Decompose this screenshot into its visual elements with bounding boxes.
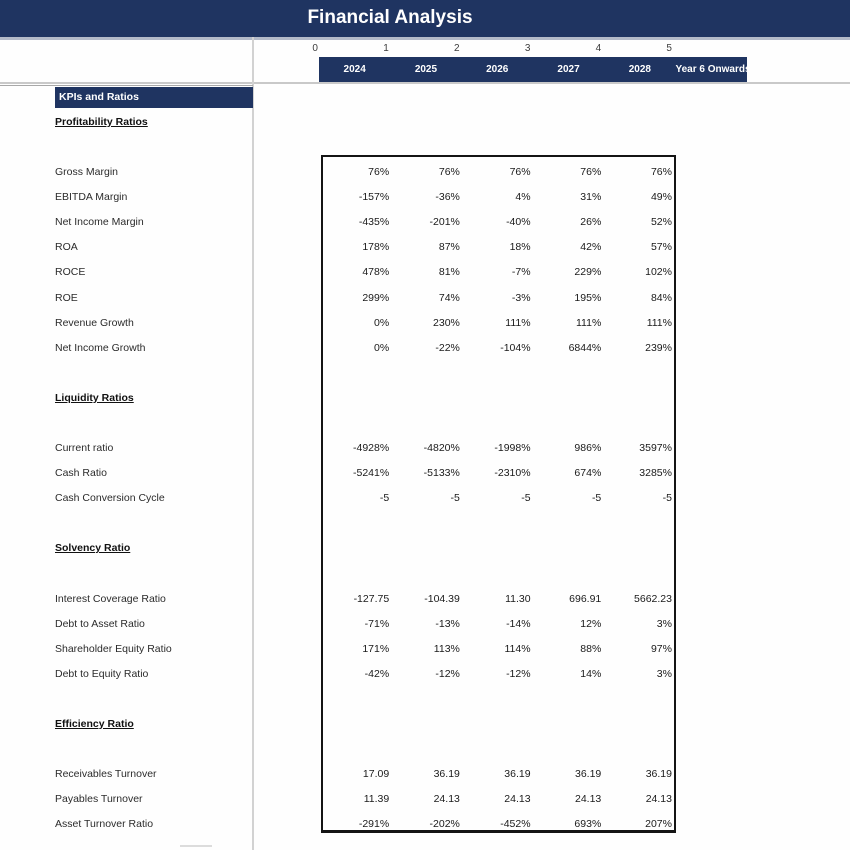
value-cell[interactable]: 239% [645,341,672,354]
value-cell[interactable]: 31% [580,191,602,204]
table-row [0,662,850,687]
value-cell[interactable]: 11.30 [505,592,531,605]
row-label[interactable]: Cash Ratio [55,467,107,480]
row-label[interactable]: Net Income Growth [55,341,146,354]
value-cell[interactable]: 49% [650,191,672,204]
title-bar [0,0,850,40]
value-cell[interactable]: -42% [364,667,390,680]
value-cell[interactable]: -7% [511,266,531,279]
value-cell[interactable]: 4% [515,191,531,204]
value-cell[interactable]: -71% [364,617,390,630]
index-cell[interactable]: 4 [595,43,602,54]
year-header-cell[interactable]: 2026 [486,64,509,75]
value-cell[interactable]: 81% [438,266,460,279]
value-cell[interactable]: 17.09 [362,768,390,781]
value-cell[interactable]: 5662.23 [634,592,672,605]
value-cell[interactable]: 0% [374,316,390,329]
value-cell[interactable]: 36.19 [504,768,531,781]
table-row [0,762,850,787]
row-label[interactable]: Debt to Asset Ratio [55,617,145,630]
value-cell[interactable]: 299% [362,291,390,304]
value-cell[interactable]: 87% [438,241,460,254]
value-cell[interactable]: 111% [575,316,602,329]
section-header-row [0,110,850,135]
value-cell[interactable]: 76% [580,166,602,179]
value-cell[interactable]: 26% [580,216,602,229]
value-cell[interactable]: -104.39 [424,592,460,605]
value-cell[interactable]: 102% [645,266,672,279]
table-row [0,486,850,511]
table-row [0,336,850,361]
value-cell[interactable]: 76% [509,166,531,179]
value-cell[interactable]: -1998% [494,442,531,455]
year-header-cell[interactable]: Year 6 Onwards [675,64,751,75]
section-header-row [0,386,850,411]
table-row [0,436,850,461]
value-cell[interactable]: -22% [435,341,460,354]
kpi-section-label: KPIs and Ratios [59,91,139,103]
value-cell[interactable]: 114% [504,642,531,655]
value-cell[interactable]: 229% [574,266,602,279]
table-row [0,637,850,662]
value-cell[interactable]: -5 [379,492,390,505]
row-label[interactable]: Debt to Equity Ratio [55,667,149,680]
row-label[interactable]: Cash Conversion Cycle [55,492,165,505]
value-cell[interactable]: 3285% [639,467,672,480]
value-cell[interactable]: -12% [506,667,531,680]
row-label[interactable]: Current ratio [55,442,114,455]
value-cell[interactable]: 14% [580,667,602,680]
value-cell[interactable]: -452% [500,818,531,831]
table-row [0,185,850,210]
value-cell[interactable]: 3% [656,667,672,680]
value-cell[interactable]: -104% [500,341,531,354]
table-row [0,260,850,285]
value-cell[interactable]: -127.75 [353,592,390,605]
value-cell[interactable]: -5 [591,492,602,505]
index-cell[interactable]: 1 [383,43,389,54]
section-header-row [0,712,850,737]
value-cell[interactable]: 171% [362,642,390,655]
row-label[interactable]: Shareholder Equity Ratio [55,642,172,655]
value-cell[interactable]: 111% [646,316,672,329]
kpi-section-band [55,87,253,108]
value-cell[interactable]: 3597% [639,442,672,455]
row-label[interactable]: ROE [55,291,78,304]
value-cell[interactable]: 24.13 [504,793,531,806]
value-cell[interactable]: -5 [521,492,531,505]
index-cell[interactable]: 0 [312,43,318,54]
section-header-label[interactable]: Profitability Ratios [55,116,148,128]
row-label[interactable]: EBITDA Margin [55,191,128,204]
value-cell[interactable]: 6844% [568,341,602,354]
year-header-cell[interactable]: 2028 [628,64,651,75]
table-row [0,787,850,812]
table-row [0,286,850,311]
value-cell[interactable]: 478% [362,266,390,279]
value-cell[interactable]: 3% [656,617,672,630]
value-cell[interactable]: 18% [509,241,531,254]
value-cell[interactable]: 207% [645,818,672,831]
value-cell[interactable]: -5 [662,492,672,505]
row-label[interactable]: Payables Turnover [55,793,143,806]
page-title: Financial Analysis [307,7,473,28]
value-cell[interactable]: -3% [511,291,531,304]
value-cell[interactable]: 230% [433,316,460,329]
section-header-label[interactable]: Liquidity Ratios [55,391,134,404]
value-cell[interactable]: -5241% [352,467,390,480]
value-cell[interactable]: 52% [650,216,672,229]
year-header-cell[interactable]: 2027 [557,64,580,75]
index-cell[interactable]: 3 [524,43,531,54]
value-cell[interactable]: 12% [580,617,602,630]
table-row [0,612,850,637]
value-cell[interactable]: 76% [650,166,672,179]
table-row [0,461,850,486]
value-cell[interactable]: 36.19 [645,768,672,781]
table-row [0,812,850,837]
row-label[interactable]: Gross Margin [55,166,119,179]
kpi-divider-line [0,85,253,86]
value-cell[interactable]: -13% [435,617,460,630]
row-label[interactable]: Asset Turnover Ratio [55,818,154,831]
value-cell[interactable]: 36.19 [433,768,460,781]
value-cell[interactable]: 113% [433,642,460,655]
value-cell[interactable]: 696.91 [569,592,602,605]
section-header-label[interactable]: Efficiency Ratio [55,717,134,730]
value-cell[interactable]: -4820% [423,442,460,455]
section-header-label[interactable]: Solvency Ratio [55,542,131,555]
value-cell[interactable]: -12% [435,667,460,680]
value-cell[interactable]: 986% [574,442,602,455]
table-row [0,210,850,235]
index-cell[interactable]: 2 [454,43,460,54]
value-cell[interactable]: -5 [450,492,460,505]
value-cell[interactable]: 42% [580,241,602,254]
row-label[interactable]: Interest Coverage Ratio [55,592,166,605]
row-label[interactable]: ROCE [55,266,86,279]
header-divider-line [0,82,850,84]
value-cell[interactable]: 24.13 [575,793,602,806]
value-cell[interactable]: -14% [506,617,531,630]
value-cell[interactable]: 178% [362,241,390,254]
value-cell[interactable]: -40% [506,216,531,229]
value-cell[interactable]: 674% [574,467,602,480]
value-cell[interactable]: -201% [429,216,460,229]
value-cell[interactable]: 74% [438,291,460,304]
value-cell[interactable]: 0% [374,341,390,354]
value-cell[interactable]: -36% [435,191,460,204]
row-label[interactable]: Net Income Margin [55,216,144,229]
value-cell[interactable]: 693% [574,818,602,831]
value-cell[interactable]: -2310% [494,467,531,480]
year-header-cell[interactable]: 2025 [414,64,438,75]
value-cell[interactable]: 57% [650,241,672,254]
value-cell[interactable]: -157% [358,191,390,204]
value-cell[interactable]: 11.39 [363,793,390,806]
value-cell[interactable]: 76% [438,166,460,179]
render-artifact [180,845,212,847]
value-cell[interactable]: 76% [368,166,390,179]
value-cell[interactable]: 84% [650,291,672,304]
value-cell[interactable]: -4928% [352,442,390,455]
value-cell[interactable]: 195% [574,291,602,304]
table-row [0,587,850,612]
value-cell[interactable]: 24.13 [645,793,672,806]
value-cell[interactable]: 111% [505,316,531,329]
value-cell[interactable]: -5133% [423,467,460,480]
index-cell[interactable]: 5 [666,43,672,54]
value-cell[interactable]: -202% [429,818,460,831]
table-row [0,160,850,185]
section-header-row [0,536,850,561]
table-row [0,311,850,336]
row-label[interactable]: Revenue Growth [55,316,134,329]
value-cell[interactable]: 97% [650,642,672,655]
value-cell[interactable]: -291% [358,818,390,831]
value-cell[interactable]: 88% [580,642,602,655]
table-row [0,235,850,260]
value-cell[interactable]: -435% [358,216,390,229]
value-cell[interactable]: 36.19 [575,768,602,781]
row-label[interactable]: Receivables Turnover [55,768,157,781]
row-label[interactable]: ROA [55,241,78,254]
year-header-cell[interactable]: 2024 [343,64,366,75]
value-cell[interactable]: 24.13 [433,793,460,806]
